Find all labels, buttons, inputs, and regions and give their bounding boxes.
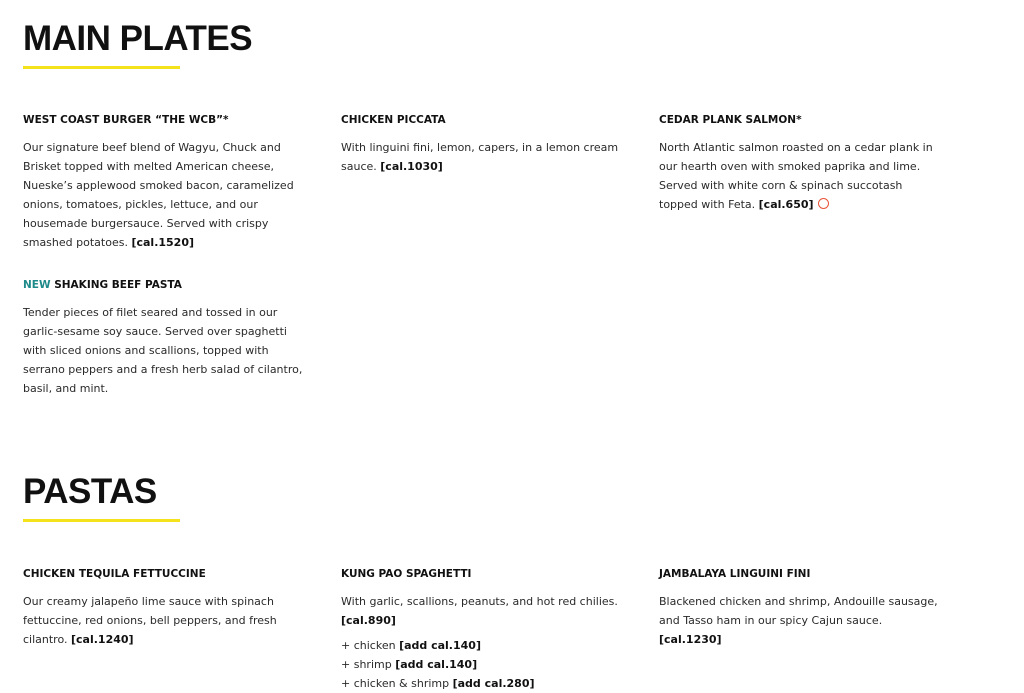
menu-item-kung-pao-spaghetti bbox=[341, 567, 626, 693]
item-calories: [cal.1030] bbox=[380, 160, 443, 173]
item-name: JAMBALAYA LINGUINI FINI bbox=[659, 568, 811, 580]
addon-list bbox=[341, 636, 626, 693]
section-underline bbox=[23, 66, 180, 69]
item-calories: [cal.1230] bbox=[659, 633, 722, 646]
item-name: WEST COAST BURGER “THE WCB”* bbox=[23, 114, 229, 126]
item-description: North Atlantic salmon roasted on a cedar plank in our hearth oven with smoked paprika and lime. Served with white corn & spinach succotash topped with Feta. [cal.650] bbox=[659, 141, 933, 211]
item-description: Tender pieces of filet seared and tossed in our garlic-sesame soy sauce. Served over spaghetti with sliced onions and scallions, topped with serrano peppers and a fresh herb salad of cilantro, basil, and mint. bbox=[23, 306, 303, 395]
menu-item-cedar-plank-salmon bbox=[659, 113, 944, 214]
item-calories: [cal.650] bbox=[758, 198, 814, 211]
menu-item-shaking-beef-pasta bbox=[23, 278, 308, 398]
menu-item-chicken-piccata bbox=[341, 113, 626, 176]
item-description: Our creamy jalapeño lime sauce with spinach fettuccine, red onions, bell peppers, and fresh cilantro. [cal.1240] bbox=[23, 595, 277, 646]
new-badge: NEW bbox=[23, 279, 51, 291]
menu-item-jambalaya-linguini-fini bbox=[659, 567, 944, 649]
item-description: With garlic, scallions, peanuts, and hot red chilies. [cal.890] bbox=[341, 595, 618, 627]
addon-item: + shrimp [add cal.140] bbox=[341, 658, 478, 671]
item-name: CEDAR PLANK SALMON* bbox=[659, 114, 802, 126]
item-name: CHICKEN TEQUILA FETTUCCINE bbox=[23, 568, 206, 580]
item-name: KUNG PAO SPAGHETTI bbox=[341, 568, 472, 580]
item-description: Our signature beef blend of Wagyu, Chuck and Brisket topped with melted American cheese, Nueske’s applewood smoked bacon, caramelized onions, tomatoes, pickles, lettuce, and our housemade burgersauce. Served with crispy smashed potatoes. [cal.1520] bbox=[23, 141, 294, 249]
section-title-pastas: PASTAS bbox=[23, 472, 157, 511]
item-calories: [cal.1240] bbox=[71, 633, 134, 646]
menu-item-west-coast-burger bbox=[23, 113, 308, 252]
item-calories: [cal.1520] bbox=[131, 236, 195, 249]
item-name: CHICKEN PICCATA bbox=[341, 114, 446, 126]
item-description: Blackened chicken and shrimp, Andouille sausage, and Tasso ham in our spicy Cajun sauce. [cal.1230] bbox=[659, 595, 938, 646]
menu-item-chicken-tequila-fettuccine bbox=[23, 567, 308, 649]
addon-item: + chicken [add cal.140] bbox=[341, 639, 481, 652]
section-title-main-plates: MAIN PLATES bbox=[23, 19, 253, 58]
circle-outline-icon bbox=[818, 198, 829, 209]
item-description: With linguini fini, lemon, capers, in a lemon cream sauce. [cal.1030] bbox=[341, 141, 619, 173]
section-underline bbox=[23, 519, 180, 522]
item-name: NEW SHAKING BEEF PASTA bbox=[23, 279, 182, 291]
addon-item: + chicken & shrimp [add cal.280] bbox=[341, 677, 535, 690]
item-calories: [cal.890] bbox=[341, 614, 396, 627]
